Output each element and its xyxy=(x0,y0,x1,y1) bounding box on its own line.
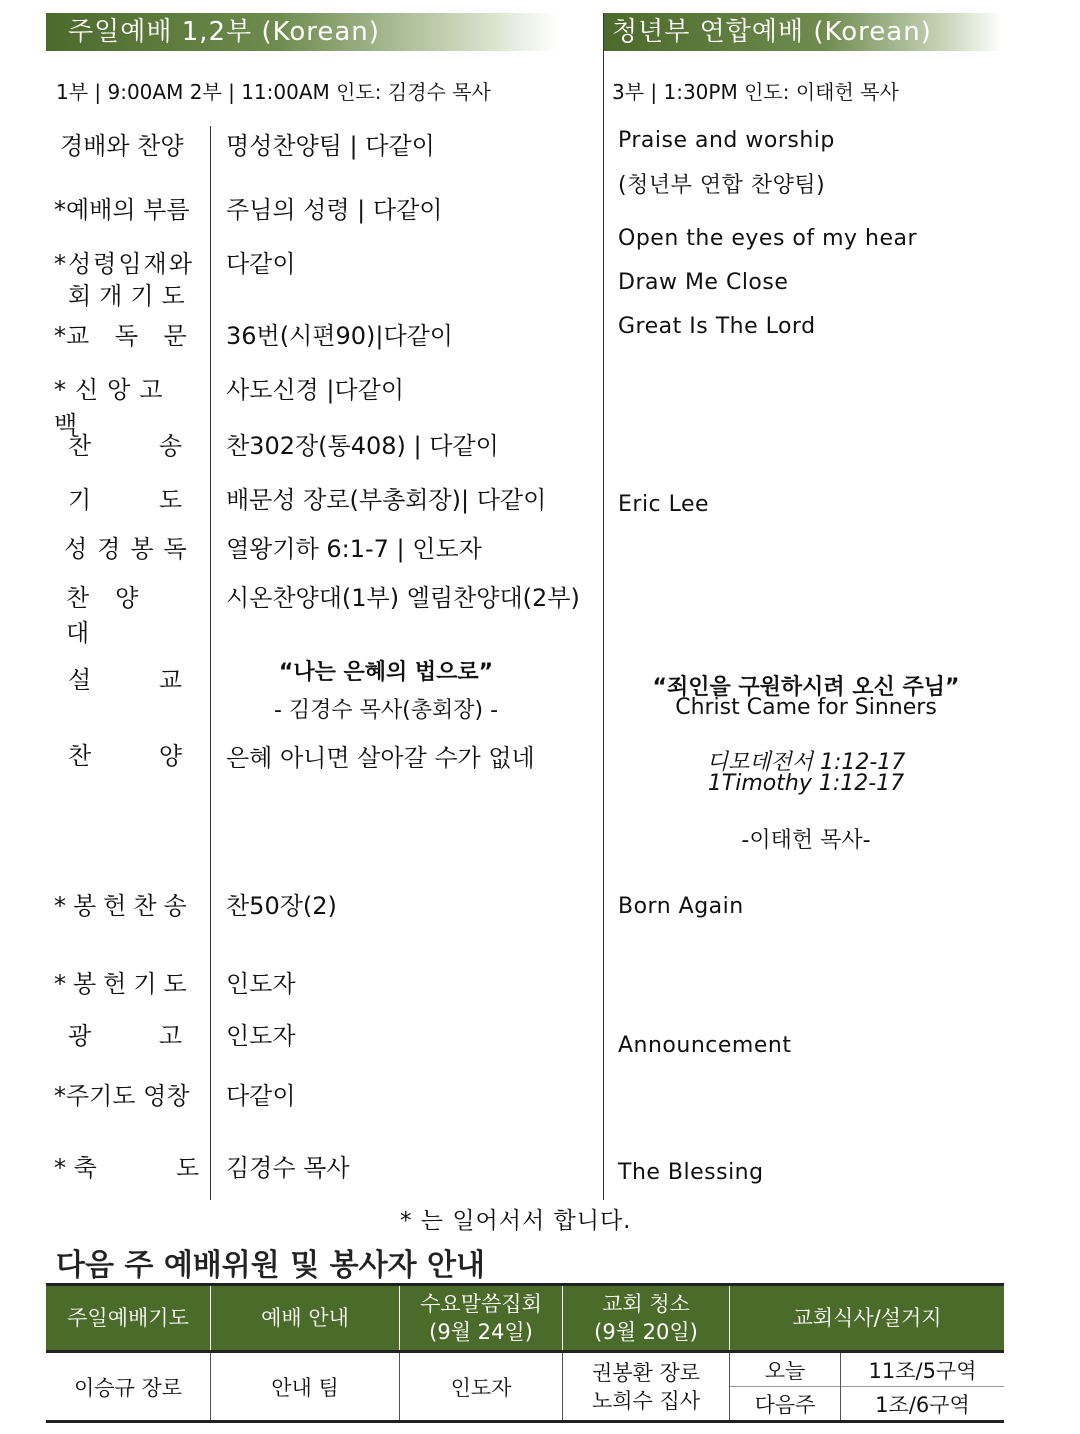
right-service-header: 청년부 연합예배 (Korean) xyxy=(604,13,1002,51)
youth-sermon-title: “죄인을 구원하시려 오신 주님” xyxy=(652,675,960,700)
col-header: 교회식사/설거지 xyxy=(730,1285,1005,1352)
wednesday-cell: 인도자 xyxy=(400,1352,563,1422)
left-column-divider xyxy=(210,126,211,1200)
order-value: 사도신경 |다같이 xyxy=(226,376,405,404)
order-label: *주기도 영창 xyxy=(54,1082,190,1110)
announcement: Announcement xyxy=(618,1033,792,1058)
cleaning-person: 권봉환 장로 xyxy=(591,1360,701,1385)
order-value: 찬50장(2) xyxy=(226,892,337,920)
order-label: *신앙고백 xyxy=(54,376,172,439)
scripture-english: 1Timothy 1:12-17 xyxy=(707,771,905,796)
order-label: * 축 xyxy=(54,1154,97,1182)
col-header-line: 교회 청소 xyxy=(602,1292,690,1316)
song-item: Open the eyes of my hear xyxy=(618,226,918,251)
meal-today-label: 오늘 xyxy=(730,1352,841,1387)
order-value: 인도자 xyxy=(226,1022,296,1050)
sermon-preacher: - 김경수 목사(총회장) - xyxy=(273,698,499,723)
offering-song: Born Again xyxy=(618,894,744,919)
order-value: 인도자 xyxy=(226,970,296,998)
scripture-korean: 디모데전서 1:12-17 xyxy=(706,750,906,775)
order-label: *성령임재와 xyxy=(54,250,194,278)
order-label-end: 도 xyxy=(176,1154,200,1182)
blessing: The Blessing xyxy=(618,1160,764,1185)
order-value: 시온찬양대(1부) 엘림찬양대(2부) xyxy=(226,584,580,612)
order-value: 열왕기하 6:1-7 | 인도자 xyxy=(226,535,482,563)
order-value: 다같이 xyxy=(226,250,296,278)
meal-today: 11조/5구역 xyxy=(841,1352,1005,1387)
standing-note: * 는 일어서서 합니다. xyxy=(400,1208,632,1234)
center-column-divider xyxy=(603,13,604,1200)
order-label: 설 교 xyxy=(68,666,182,694)
col-header-line: 수요말씀집회 xyxy=(420,1292,542,1316)
next-week-title: 다음 주 예배위원 및 봉사자 안내 xyxy=(56,1248,485,1283)
order-value: 다같이 xyxy=(226,1082,296,1110)
meal-next: 1조/6구역 xyxy=(841,1387,1005,1422)
order-value: 명성찬양팀 | 다같이 xyxy=(226,132,435,160)
cleaning-cell xyxy=(563,1352,730,1422)
youth-preacher: -이태헌 목사- xyxy=(741,828,871,853)
meal-next-label: 다음주 xyxy=(730,1387,841,1422)
order-label: 찬 송 xyxy=(68,432,182,460)
prayer-leader: Eric Lee xyxy=(618,492,710,517)
order-label: 성경봉독 xyxy=(64,535,197,563)
col-header xyxy=(400,1285,563,1352)
order-label: *교 독 문 xyxy=(54,322,187,350)
order-label: 찬양대 xyxy=(66,584,165,647)
volunteer-table xyxy=(46,1283,1004,1423)
order-label-line2: 회개기도 xyxy=(68,282,193,310)
order-value: 은혜 아니면 살아갈 수가 없네 xyxy=(226,744,535,772)
left-service-times: 1부 | 9:00AM 2부 | 11:00AM 인도: 김경수 목사 xyxy=(56,80,491,104)
col-header xyxy=(563,1285,730,1352)
song-item: Draw Me Close xyxy=(618,270,789,295)
order-label: *예배의 부름 xyxy=(54,196,190,224)
song-item: Great Is The Lord xyxy=(618,314,816,339)
usher-cell: 안내 팀 xyxy=(211,1352,400,1422)
youth-sermon-title-en: Christ Came for Sinners xyxy=(675,695,937,720)
order-label: 광 고 xyxy=(68,1022,182,1050)
col-header-date: (9월 24일) xyxy=(429,1320,533,1344)
praise-worship: Praise and worship xyxy=(618,128,835,153)
col-header: 예배 안내 xyxy=(211,1285,400,1352)
order-label: 경배와 찬양 xyxy=(60,132,184,160)
order-label: 기 도 xyxy=(68,486,182,514)
praise-team: (청년부 연합 찬양팀) xyxy=(618,173,826,198)
order-label: 찬 양 xyxy=(68,742,182,770)
order-value: 김경수 목사 xyxy=(226,1154,350,1182)
right-service-times: 3부 | 1:30PM 인도: 이태헌 목사 xyxy=(612,80,899,104)
prayer-cell: 이승규 장로 xyxy=(46,1352,211,1422)
order-value: 주님의 성령 | 다같이 xyxy=(226,196,443,224)
order-value: 36번(시편90)|다같이 xyxy=(226,322,453,350)
sermon-title: “나는 은혜의 법으로” xyxy=(278,660,494,685)
col-header-date: (9월 20일) xyxy=(594,1320,698,1344)
col-header: 주일예배기도 xyxy=(46,1285,211,1352)
left-service-header: 주일예배 1,2부 (Korean) xyxy=(46,13,558,51)
order-value: 배문성 장로(부총회장)| 다같이 xyxy=(226,486,547,514)
cleaning-person: 노희수 집사 xyxy=(591,1388,701,1413)
order-label: *봉헌찬송 xyxy=(54,892,194,920)
order-label: *봉헌기도 xyxy=(54,970,194,998)
order-value: 찬302장(통408) | 다같이 xyxy=(226,432,499,460)
